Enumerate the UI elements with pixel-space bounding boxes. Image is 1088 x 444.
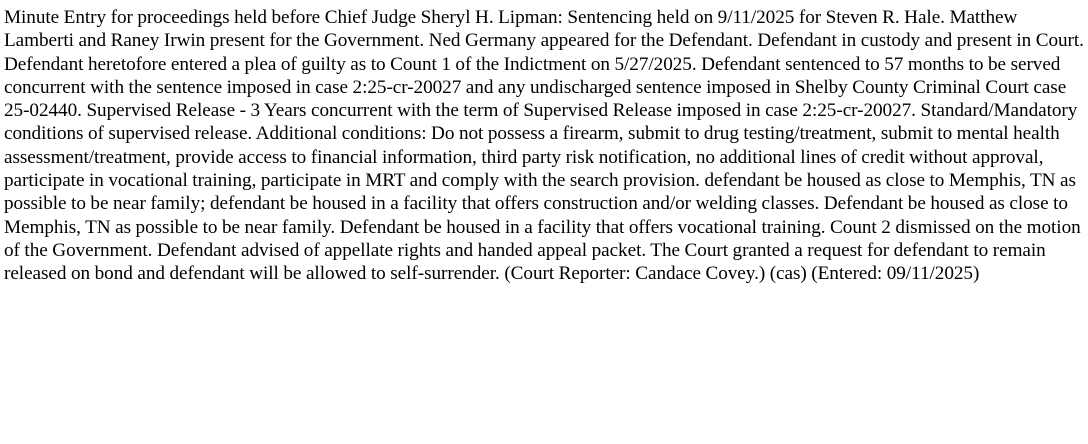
docket-entry-text: Minute Entry for proceedings held before Chief Judge Sheryl H. Lipman: Sentencing held on 9/11/2025 for Steven R. Hale. Matthew Lamberti and Raney Irwin present for the Government. Ned Germany appeared for the Defendant. Defendant in custody and present in Court. Defendant heretofore entered a plea of guilty as to Count 1 of the Indictment on 5/27/2025. Defendant sentenced to 57 months to be served concurrent with the sentence imposed in case 2:25-cr-20027 and any undischarged sentence imposed in Shelby County Criminal Court case 25-02440. Supervised Release - 3 Years concurrent with the term of Supervised Release imposed in case 2:25-cr-20027. Standard/Mandatory conditions of supervised release. Additional conditions: Do not possess a firearm, submit to drug testing/treatment, submit to mental health assessment/treatment, provide access to financial information, third party risk notification, no additional lines of credit without approval, participate in vocational training, participate in MRT and comply with the search provision. defendant be housed as close to Memphis, TN as possible to be near family; defendant be housed in a facility that offers construction and/or welding classes. Defendant be housed as close to Memphis, TN as possible to be near family. Defendant be housed in a facility that offers vocational training. Count 2 dismissed on the motion of the Government. Defendant advised of appellate rights and handed appeal packet. The Court granted a request for defendant to remain released on bond and defendant will be allowed to self-surrender. (Court Reporter: Candace Covey.) (cas) (Entered: 09/11/2025) <box>4 7 1084 285</box>
